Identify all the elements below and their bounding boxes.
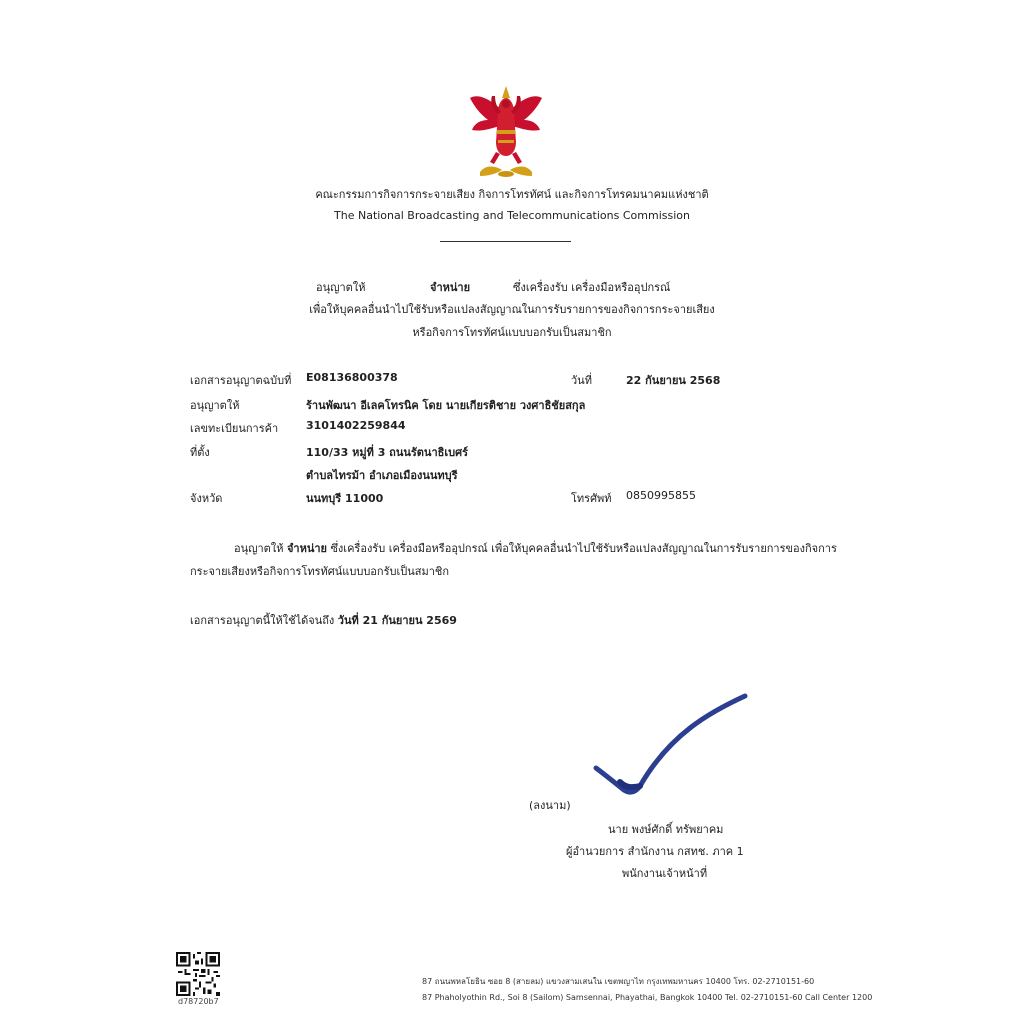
body-paragraph-line1 (234, 539, 837, 557)
address-line2: ตำบลไทรม้า อำเภอเมืองนนทบุรี (306, 469, 458, 482)
signer-position: ผู้อำนวยการ สำนักงาน กสทช. ภาค 1 (566, 845, 744, 858)
phone-label: โทรศัพท์ (571, 492, 612, 505)
permit-title-grant: อนุญาตให้ (316, 281, 366, 294)
registration-number: 3101402259844 (306, 419, 406, 432)
signature-mark (590, 690, 750, 800)
issue-date: 22 กันยายน 2568 (626, 374, 721, 387)
org-name-th: คณะกรรมการกิจการกระจายเสียง กิจการโทรทัศน์ และกิจการโทรคมนาคมแห่งชาติ (315, 188, 709, 201)
permit-title-line3: หรือกิจการโทรทัศน์แบบบอกรับเป็นสมาชิก (412, 326, 612, 339)
footer-address-th: 87 ถนนพหลโยธิน ซอย 8 (สายลม) แขวงสามเสนใน เขตพญาไท กรุงเทพมหานคร 10400 โทร. 02-2710151-60 (422, 977, 815, 986)
validity-date: วันที่ 21 กันยายน 2569 (337, 614, 457, 627)
permit-title-action: จำหน่าย (430, 281, 471, 294)
doc-number: E08136800378 (306, 371, 398, 384)
phone-number: 0850995855 (626, 489, 696, 502)
signer-role: พนักงานเจ้าหน้าที่ (622, 867, 708, 880)
grantee-name: ร้านพัฒนา อีเลคโทรนิค โดย นายเกียรติชาย วงศาธิชัยสกุล (306, 399, 586, 412)
date-label: วันที่ (571, 374, 592, 387)
permit-title-object: ซึ่งเครื่องรับ เครื่องมือหรืออุปกรณ์ (513, 281, 671, 294)
sign-label: (ลงนาม) (529, 799, 571, 812)
body-grant: อนุญาตให้ (234, 542, 284, 555)
address-label: ที่ตั้ง (190, 446, 210, 459)
address-line1: 110/33 หมู่ที่ 3 ถนนรัตนาธิเบศร์ (306, 446, 468, 459)
doc-number-label: เอกสารอนุญาตฉบับที่ (190, 374, 292, 387)
province: นนทบุรี 11000 (306, 492, 384, 505)
body-paragraph-line2: กระจายเสียงหรือกิจการโทรทัศน์แบบบอกรับเป็นสมาชิก (190, 565, 449, 578)
signer-name: นาย พงษ์ศักดิ์ ทรัพยาคม (608, 823, 724, 836)
header-divider (440, 241, 571, 242)
garuda-emblem-icon (466, 84, 546, 182)
grantee-label: อนุญาตให้ (190, 399, 240, 412)
footer-address-en: 87 Phaholyothin Rd., Soi 8 (Sailom) Samsennai, Phayathai, Bangkok 10400 Tel. 02-2710151-60 Call Center 1200 (422, 993, 873, 1002)
province-label: จังหวัด (190, 492, 223, 505)
validity-line (190, 611, 457, 629)
body-action: จำหน่าย (286, 542, 327, 555)
registration-label: เลขทะเบียนการค้า (190, 422, 279, 435)
qr-code-icon (176, 952, 220, 996)
org-name-en: The National Broadcasting and Telecommunications Commission (334, 209, 690, 222)
permit-title-line2: เพื่อให้บุคคลอื่นนำไปใช้รับหรือแปลงสัญญาณในการรับรายการของกิจการกระจายเสียง (309, 303, 715, 316)
body-object: ซึ่งเครื่องรับ เครื่องมือหรืออุปกรณ์ เพื่อให้บุคคลอื่นนำไปใช้รับหรือแปลงสัญญาณในการรับรายการของกิจการ (330, 542, 837, 555)
validity-label: เอกสารอนุญาตนี้ให้ใช้ได้จนถึง (190, 614, 335, 627)
qr-code-id: d78720b7 (178, 997, 219, 1006)
